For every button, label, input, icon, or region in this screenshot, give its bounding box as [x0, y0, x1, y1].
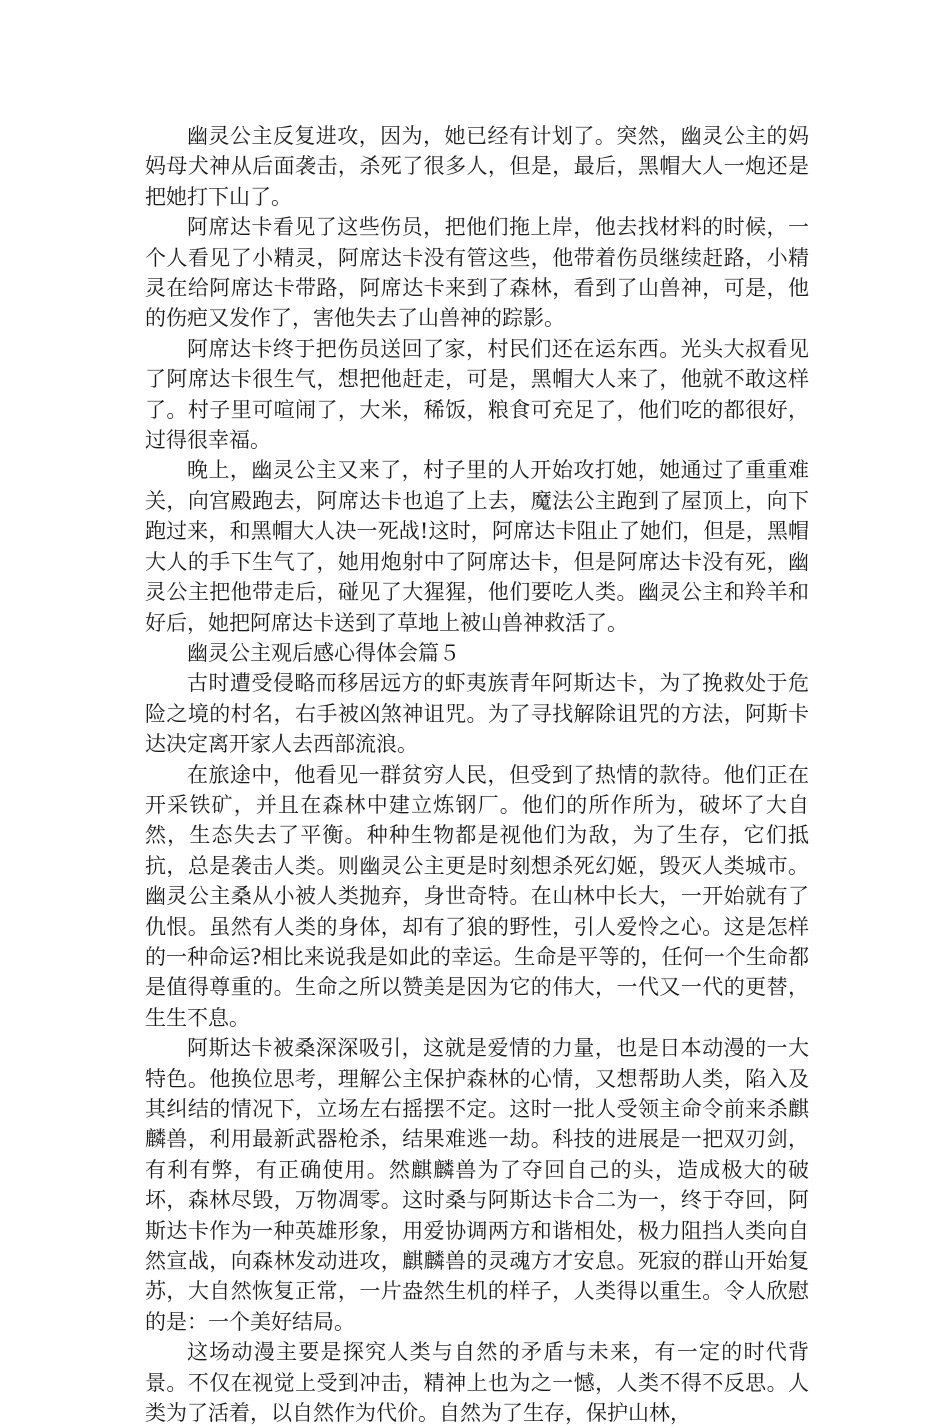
paragraph: 阿斯达卡被桑深深吸引，这就是爱情的力量，也是日本动漫的一大特色。他换位思考，理解公主保护森林的心情，又想帮助人类，陷入及其纠结的情况下，立场左右摇摆不定。这时一批人受领主命令前来杀麒麟兽，利用最新武器枪杀，结果难逃一劫。科技的进展是一把双刃剑，有利有弊，有正确使用。然麒麟兽为了夺回自己的头，造成极大的破坏，森林尽毁，万物凋零。这时桑与阿斯达卡合二为一，终于夺回，阿斯达卡作为一种英雄形象，用爱协调两方和谐相处，极力阻挡人类向自然宣战，向森林发动进攻，麒麟兽的灵魂方才安息。死寂的群山开始复苏，大自然恢复正常，一片盎然生机的样子，人类得以重生。令人欣慰的是：一个美好结局。: [145, 1036, 809, 1334]
paragraph: 古时遭受侵略而移居远方的虾夷族青年阿斯达卡，为了挽救处于危险之境的村名，右手被凶煞神诅咒。为了寻找解除诅咒的方法，阿斯卡达决定离开家人去西部流浪。: [145, 671, 809, 757]
document-body: [145, 121, 809, 1428]
paragraph: 这场动漫主要是探究人类与自然的矛盾与未来，有一定的时代背景。不仅在视觉上受到冲击，精神上也为之一憾，人类不得不反思。人类为了活着，以自然作为代价。自然为了生存，保护山林，: [145, 1340, 809, 1426]
paragraph: 阿席达卡终于把伤员送回了家，村民们还在运东西。光头大叔看见了阿席达卡很生气，想把他赶走，可是，黑帽大人来了，他就不敢这样了。村子里可喧闹了，大米，稀饭，粮食可充足了，他们吃的都很好，过得很幸福。: [145, 336, 809, 453]
paragraph: 幽灵公主反复进攻，因为，她已经有计划了。突然，幽灵公主的妈妈母犬神从后面袭击，杀死了很多人，但是，最后，黑帽大人一炮还是把她打下山了。: [145, 124, 809, 209]
paragraph: 晚上，幽灵公主又来了，村子里的人开始攻打她，她通过了重重难关，向宫殿跑去，阿席达卡也追了上去，魔法公主跑到了屋顶上，向下跑过来，和黑帽大人决一死战!这时，阿席达卡阻止了她们，但是，黑帽大人的手下生气了，她用炮射中了阿席达卡，但是阿席达卡没有死，幽灵公主把他带走后，碰见了大猩猩，他们要吃人类。幽灵公主和羚羊和好后，她把阿席达卡送到了草地上被山兽神救活了。: [145, 458, 809, 635]
section-heading: 幽灵公主观后感心得体会篇５: [187, 640, 460, 665]
paragraph: 阿席达卡看见了这些伤员，把他们拖上岸，他去找材料的时候，一个人看见了小精灵，阿席达卡没有管这些，他带着伤员继续赶路，小精灵在给阿席达卡带路，阿席达卡来到了森林，看到了山兽神，可是，他的伤疤又发作了，害他失去了山兽神的踪影。: [145, 215, 809, 331]
paragraph: 在旅途中，他看见一群贫穷人民，但受到了热情的款待。他们正在开采铁矿，并且在森林中建立炼钢厂。他们的所作所为，破坏了大自然，生态失去了平衡。种种生物都是视他们为敌，为了生存，它们抵抗，总是袭击人类。则幽灵公主更是时刻想杀死幻姬，毁灭人类城市。幽灵公主桑从小被人类抛弃，身世奇特。在山林中长大，一开始就有了仇恨。虽然有人类的身体，却有了狼的野性，引人爱怜之心。这是怎样的一种命运?相比来说我是如此的幸运。生命是平等的，任何一个生命都是值得尊重的。生命之所以赞美是因为它的伟大，一代又一代的更替，生生不息。: [145, 762, 809, 1030]
